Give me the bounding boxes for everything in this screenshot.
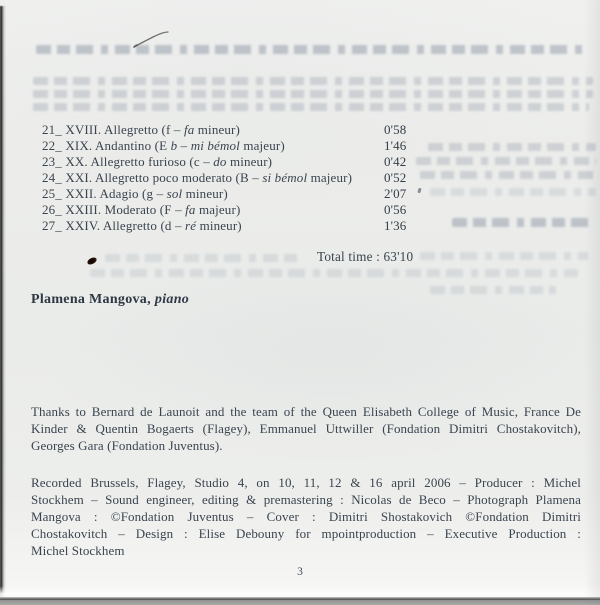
- credits-paragraph: [31, 474, 581, 559]
- scan-left-edge: [0, 6, 6, 605]
- paragraph-line: Georges Gara (Fondation Juventus).: [31, 438, 223, 453]
- track-time: 0'56: [384, 202, 407, 217]
- paragraph-line: Thanks to Bernard de Launoit and the team of the Queen Elisabeth College of Music, France De: [31, 404, 581, 419]
- bleed-through-line: [420, 171, 596, 179]
- track-title: 27_ XXIV. Allegretto (d – ré mineur): [42, 218, 242, 233]
- bleed-through-line: [33, 103, 589, 111]
- track-row: [42, 122, 424, 138]
- track-row: [42, 138, 424, 154]
- scan-bottom-highlight: [0, 586, 600, 597]
- track-row: [42, 202, 424, 218]
- track-time: 0'52: [384, 170, 407, 185]
- bleed-through-line: [416, 157, 596, 165]
- bleed-through-line: [90, 269, 578, 277]
- track-time: 1'36: [384, 218, 407, 233]
- bleed-through-line: [33, 77, 593, 85]
- track-time: 0'42: [384, 154, 407, 169]
- pencil-mark: [127, 29, 173, 51]
- artist-name: Plamena Mangova,: [31, 292, 151, 307]
- track-list: [42, 122, 424, 234]
- paragraph-line: Kinder & Quentin Bogaerts (Flagey), Emmanuel Uttwiller (Fondation Dimitri Chostakovitch),: [31, 421, 581, 436]
- bleed-through-line: [33, 90, 593, 98]
- track-title: 24_ XXI. Allegretto poco moderato (B – si bémol majeur): [42, 170, 353, 185]
- scan-bottom-margin: [0, 600, 600, 605]
- track-title: 21_ XVIII. Allegretto (f – fa mineur): [42, 122, 240, 137]
- paragraph-line: Chostakovitch – Design : Elise Debouny for mpointproduction – Executive Production :: [31, 526, 581, 541]
- track-time: 1'46: [384, 138, 407, 153]
- paragraph-line: Michel Stockhem: [31, 543, 125, 558]
- bleed-through-heading: [36, 45, 588, 54]
- page-number: 3: [297, 566, 303, 578]
- scan-right-shade: [584, 0, 600, 605]
- acknowledgements-paragraph: [31, 403, 581, 454]
- paragraph-line: Mangova : ©Fondation Juventus – Cover : Dimitri Shostakovich ©Fondation Dimitri: [31, 509, 581, 524]
- track-row: [42, 170, 424, 186]
- track-time: 0'58: [384, 122, 407, 137]
- bleed-through-line: [428, 143, 596, 151]
- bleed-through-line: [420, 252, 588, 260]
- track-row: [42, 218, 424, 234]
- total-time: Total time : 63'10: [317, 249, 414, 264]
- bleed-through-line: [430, 286, 556, 294]
- track-title: 26_ XXIII. Moderato (F – fa majeur): [42, 202, 241, 217]
- ink-speck: [86, 256, 98, 266]
- track-title: 23_ XX. Allegretto furioso (c – do mineur): [42, 154, 273, 169]
- artist-instrument: piano: [154, 292, 190, 307]
- track-row: [42, 154, 424, 170]
- bleed-through-line: [105, 254, 300, 262]
- track-title: 25_ XXII. Adagio (g – sol mineur): [42, 186, 228, 201]
- bleed-through-line: [430, 188, 596, 196]
- bleed-through-line: [452, 218, 596, 227]
- track-time: 2'07: [384, 186, 407, 201]
- paragraph-line: Recorded Brussels, Flagey, Studio 4, on 10, 11, 12 & 16 april 2006 – Producer : Michel: [31, 475, 581, 490]
- track-title: 22_ XIX. Andantino (E b – mi bémol majeur): [42, 138, 285, 153]
- artist-line: [31, 292, 189, 308]
- paragraph-line: Stockhem – Sound engineer, editing & premastering : Nicolas de Beco – Photograph Plamena: [31, 492, 581, 507]
- track-row: [42, 186, 424, 202]
